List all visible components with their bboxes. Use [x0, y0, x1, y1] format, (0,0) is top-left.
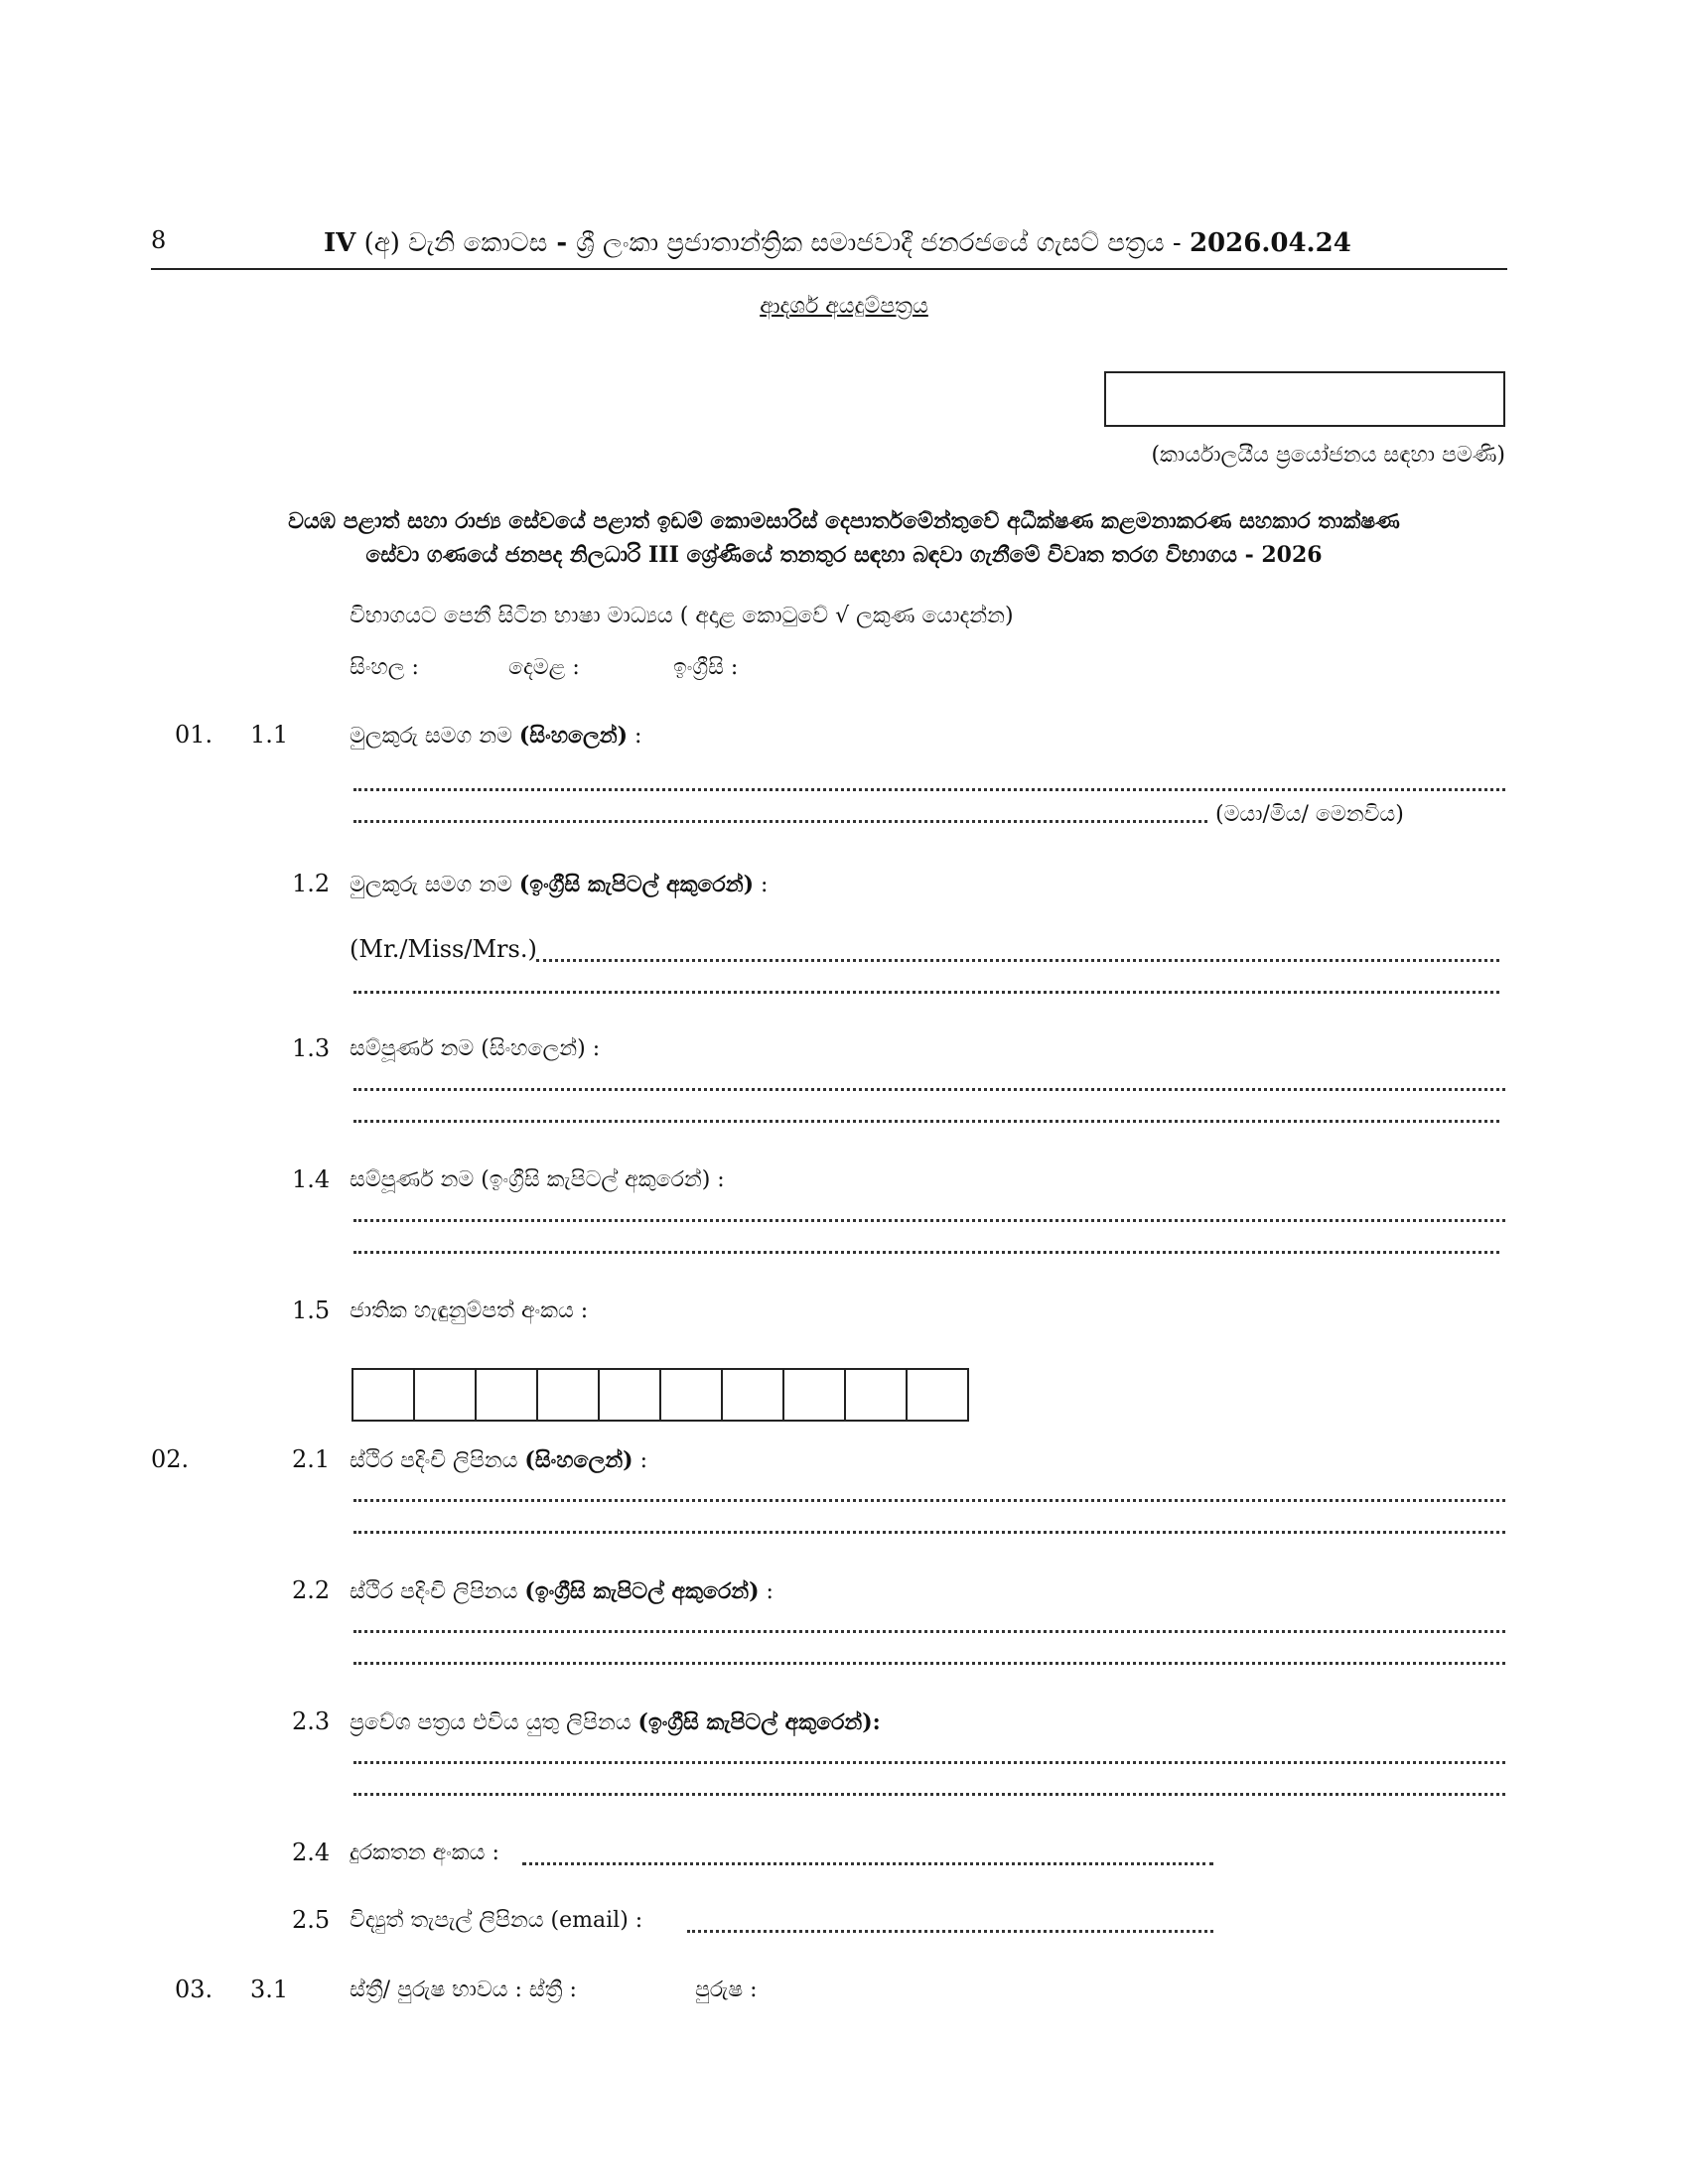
field-number-1-5: 1.5: [292, 1297, 331, 1324]
section-number-01: 01.: [175, 721, 213, 749]
part-number: IV: [324, 228, 356, 258]
title-suffix: (මයා/මිය/ මෙනවිය): [1215, 802, 1404, 827]
field-number-1-4: 1.4: [292, 1165, 331, 1193]
nic-digit-box[interactable]: [723, 1370, 784, 1420]
nic-digit-box[interactable]: [784, 1370, 846, 1420]
office-use-box[interactable]: [1104, 371, 1505, 427]
exam-subtitle-line-1: වයඹ පළාත් සහා රාජ්‍ය සේවයේ පළාත් ඉඩම් කොමසාරිස් දෙපාර්තමේන්තුවේ අධීක්ෂණ කළමනාකරණ සහකාර තාක්ෂණ: [288, 508, 1400, 534]
field-number-1-2: 1.2: [292, 870, 331, 897]
gazette-title: ශ්‍රී ලංකා ප්‍රජාතාන්ත්‍රික සමාජවාදී ජනරජයේ ගැසට් පත්‍රය: [576, 228, 1165, 258]
gender-label-female[interactable]: ස්ත්‍රී/ පුරුෂ භාවය : ස්ත්‍රී :: [350, 1978, 577, 2002]
email-address-line[interactable]: [687, 1930, 1213, 1933]
name-with-initials-sinhala-line-2[interactable]: [353, 820, 1207, 823]
nic-digit-box[interactable]: [538, 1370, 600, 1420]
nic-digit-box[interactable]: [600, 1370, 661, 1420]
header-rule: [151, 268, 1507, 270]
medium-tamil-option[interactable]: දෙමළ :: [508, 655, 580, 680]
permanent-address-sinhala-line-1[interactable]: [353, 1499, 1505, 1502]
nic-digit-box[interactable]: [477, 1370, 538, 1420]
office-use-note: (කාර්යාලයීය ප්‍රයෝජනය සඳහා පමණි): [1151, 443, 1505, 468]
full-name-english-line-2[interactable]: [353, 1251, 1499, 1254]
nic-digit-box[interactable]: [846, 1370, 908, 1420]
label-colon: :: [754, 873, 769, 897]
honorific-prefix: (Mr./Miss/Mrs.): [350, 935, 537, 963]
field-number-2-2: 2.2: [292, 1576, 331, 1604]
field-number-1-1: 1.1: [250, 721, 289, 749]
nic-digit-box[interactable]: [661, 1370, 723, 1420]
telephone-number-line[interactable]: [522, 1862, 1213, 1865]
gender-label-male[interactable]: පුරුෂ :: [695, 1978, 758, 2002]
medium-instruction: විභාගයට පෙනී සිටින භාෂා මාධ්‍යය ( අදාළ කොටුවේ √ ලකුණ යොදන්න): [350, 604, 1014, 628]
field-number-2-3: 2.3: [292, 1707, 331, 1735]
label-colon: :: [633, 1448, 647, 1473]
name-with-initials-english-line-2[interactable]: [353, 991, 1499, 994]
exam-subtitle-line-2: සේවා ගණයේ ජනපද නිලධාරි III ශ්‍රේණියේ තනතුර සඳහා බඳවා ගැනීමේ විවෘත තරග විභාගය - 2026: [365, 542, 1323, 568]
label-bold: (ඉංග්‍රීසි කැපිටල් අකුරෙන්): [518, 872, 754, 897]
full-name-sinhala-line-1[interactable]: [353, 1088, 1505, 1091]
name-with-initials-sinhala-line-1[interactable]: [353, 788, 1505, 791]
field-label-2-3: [350, 1709, 881, 1735]
part-suffix: (අ) වැනි කොටස: [363, 228, 548, 258]
medium-sinhala-option[interactable]: සිංහල :: [350, 655, 419, 680]
label-colon: :: [628, 724, 642, 749]
nic-digit-box[interactable]: [415, 1370, 477, 1420]
field-label-1-3: සම්පූර්ණ නම (සිංහලෙන්) :: [350, 1036, 601, 1061]
name-with-initials-english-line-1[interactable]: [536, 959, 1499, 962]
label-text: ස්ථිර පදිංචි ලිපිනය: [350, 1579, 525, 1604]
field-number-2-4: 2.4: [292, 1839, 331, 1866]
nic-digit-box[interactable]: [353, 1370, 415, 1420]
field-number-2-5: 2.5: [292, 1906, 331, 1934]
field-label-1-1: [350, 723, 641, 749]
form-title: ආදර්ශ අයදුම්පත්‍රය: [760, 294, 928, 319]
field-label-1-4: සම්පූර්ණ නම (ඉංග්‍රීසි කැපිටල් අකුරෙන්) :: [350, 1167, 725, 1192]
permanent-address-english-line-1[interactable]: [353, 1630, 1505, 1633]
field-label-2-5: විද්‍යුත් තැපැල් ලිපිනය (email) :: [350, 1908, 643, 1933]
permanent-address-english-line-2[interactable]: [353, 1662, 1505, 1665]
label-text: ස්ථිර පදිංචි ලිපිනය: [350, 1448, 525, 1473]
page-number: 8: [151, 226, 167, 254]
field-label-2-1: [350, 1447, 647, 1473]
field-label-1-5: ජාතික හැඳුනුම්පත් අංකය :: [350, 1298, 589, 1323]
field-number-3-1: 3.1: [250, 1976, 289, 2003]
field-number-1-3: 1.3: [292, 1034, 331, 1062]
permanent-address-sinhala-line-2[interactable]: [353, 1531, 1505, 1534]
field-label-1-2: [350, 872, 768, 897]
label-text: මුලකුරු සමග නම: [350, 873, 519, 897]
admission-address-line-2[interactable]: [353, 1793, 1505, 1796]
label-bold: (සිංහලෙන්): [524, 1447, 633, 1473]
gazette-header: [324, 228, 1351, 259]
medium-english-option[interactable]: ඉංග්‍රීසි :: [673, 655, 739, 680]
label-bold: (ඉංග්‍රීසි කැපිටල් අකුරෙන්):: [637, 1709, 881, 1735]
field-label-2-2: [350, 1578, 774, 1604]
full-name-english-line-1[interactable]: [353, 1219, 1505, 1222]
section-number-02: 02.: [151, 1445, 190, 1473]
nic-digit-box[interactable]: [908, 1370, 967, 1420]
section-number-03: 03.: [175, 1976, 213, 2003]
label-colon: :: [759, 1579, 774, 1604]
full-name-sinhala-line-2[interactable]: [353, 1120, 1499, 1123]
label-bold: (ඉංග්‍රීසි කැපිටල් අකුරෙන්): [524, 1578, 760, 1604]
header-dash: -: [547, 228, 577, 258]
label-bold: (සිංහලෙන්): [518, 723, 629, 749]
field-number-2-1: 2.1: [292, 1445, 331, 1473]
gazette-date: 2026.04.24: [1189, 228, 1351, 258]
label-text: මුලකුරු සමග නම: [350, 724, 519, 749]
nic-number-boxes[interactable]: [352, 1368, 969, 1422]
header-dash-2: -: [1164, 228, 1190, 258]
label-text: ප්‍රවේශ පත්‍රය එවිය යුතු ලිපිනය: [350, 1710, 638, 1735]
field-label-2-4: දුරකතන අංකය :: [350, 1841, 499, 1865]
admission-address-line-1[interactable]: [353, 1761, 1505, 1764]
